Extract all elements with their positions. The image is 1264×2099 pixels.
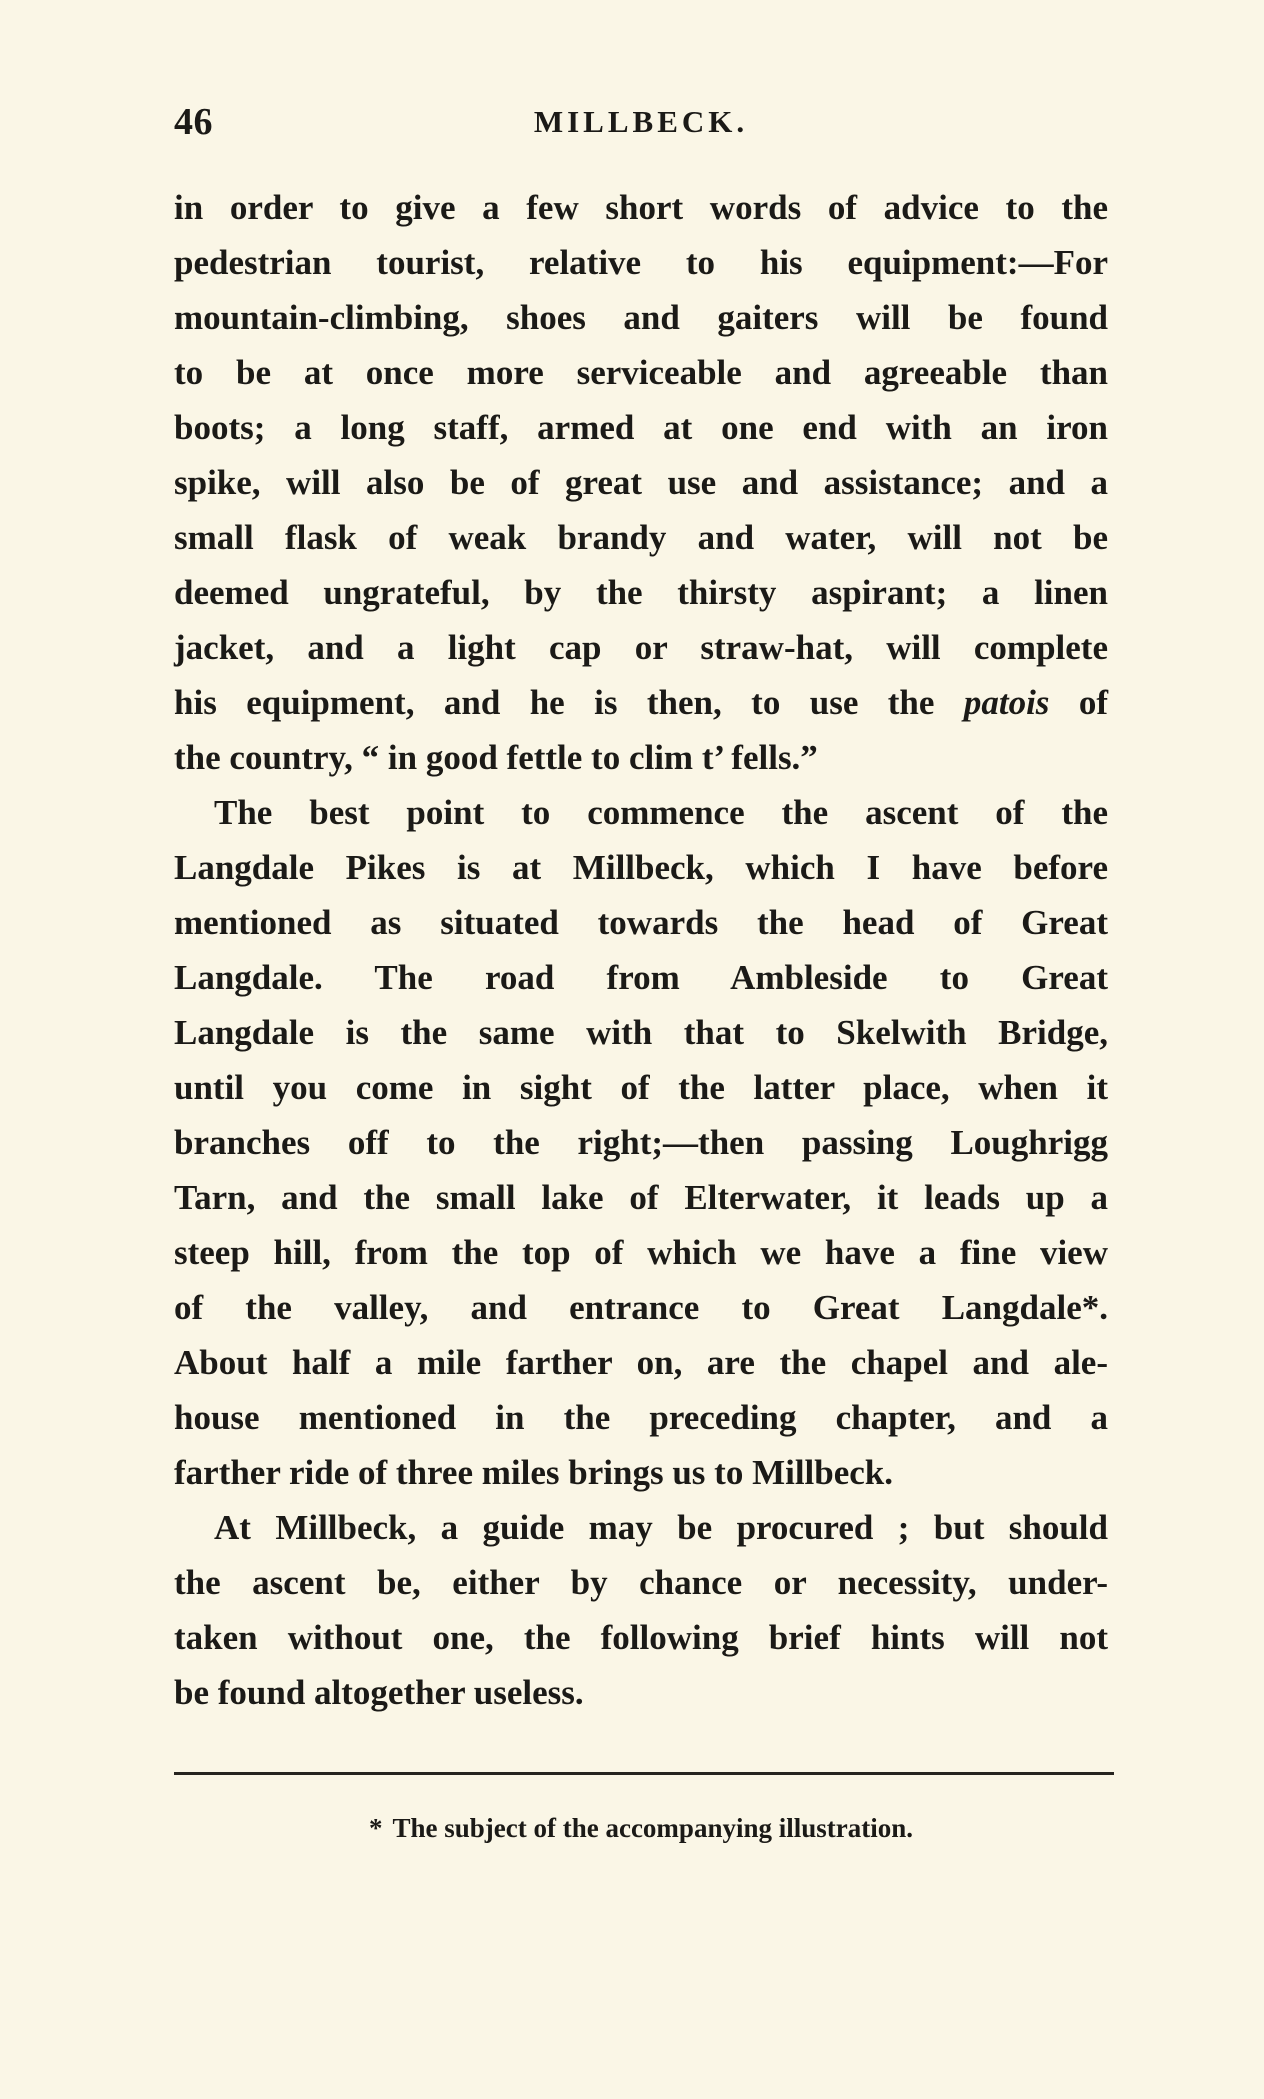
text-line: steep hill, from the top of which we have a fine view — [174, 1233, 1108, 1272]
text-segment: his equipment, and he is then, to use the — [174, 683, 935, 722]
text-line: taken without one, the following brief hints will not — [174, 1618, 1108, 1657]
text-line: of the valley, and entrance to Great Langdale*. — [174, 1288, 1108, 1327]
text-line: Langdale Pikes is at Millbeck, which I have before — [174, 848, 1108, 887]
text-line: be found altogether useless. — [174, 1673, 584, 1712]
text-line: to be at once more serviceable and agreeable than — [174, 353, 1108, 392]
text-line: in order to give a few short words of advice to the — [174, 188, 1108, 227]
text-line: spike, will also be of great use and assistance; and a — [174, 463, 1108, 502]
text-line: house mentioned in the preceding chapter, and a — [174, 1398, 1108, 1437]
footnote-text: The subject of the accompanying illustration. — [392, 1813, 913, 1843]
italic-word: patois — [963, 683, 1050, 722]
text-line: Langdale is the same with that to Skelwith Bridge, — [174, 1013, 1108, 1052]
text-line: pedestrian tourist, relative to his equipment:—For — [174, 243, 1108, 282]
footnote-divider — [174, 1772, 1114, 1775]
text-line: branches off to the right;—then passing Loughrigg — [174, 1123, 1108, 1162]
text-line: until you come in sight of the latter place, when it — [174, 1068, 1108, 1107]
text-line: mentioned as situated towards the head of Great — [174, 903, 1108, 942]
text-line: jacket, and a light cap or straw-hat, will complete — [174, 628, 1108, 667]
body-text — [174, 180, 1108, 1720]
footnote-mark: * — [368, 1813, 383, 1843]
text-line: Tarn, and the small lake of Elterwater, it leads up a — [174, 1178, 1108, 1217]
page-number: 46 — [174, 101, 213, 143]
footnote — [174, 1808, 1108, 1848]
page-header — [174, 100, 1108, 150]
running-head: MILLBECK. — [533, 104, 749, 139]
paragraph-start-line: The best point to commence the ascent of the — [214, 793, 1108, 832]
text-segment: of — [1078, 683, 1109, 722]
text-line: the ascent be, either by chance or necessity, under- — [174, 1563, 1108, 1602]
text-line: boots; a long staff, armed at one end with an iron — [174, 408, 1108, 447]
paragraph-start-line: At Millbeck, a guide may be procured ; but should — [214, 1508, 1108, 1547]
text-line: the country, “ in good fettle to clim t’ fells.” — [174, 738, 818, 777]
text-line: farther ride of three miles brings us to Millbeck. — [174, 1453, 894, 1492]
text-line-with-italic — [174, 675, 1108, 730]
text-line: deemed ungrateful, by the thirsty aspirant; a linen — [174, 573, 1108, 612]
text-line: small flask of weak brandy and water, will not be — [174, 518, 1108, 557]
text-line: mountain-climbing, shoes and gaiters will be found — [174, 298, 1108, 337]
text-line: About half a mile farther on, are the chapel and ale- — [174, 1343, 1108, 1382]
text-line: Langdale. The road from Ambleside to Great — [174, 958, 1108, 997]
